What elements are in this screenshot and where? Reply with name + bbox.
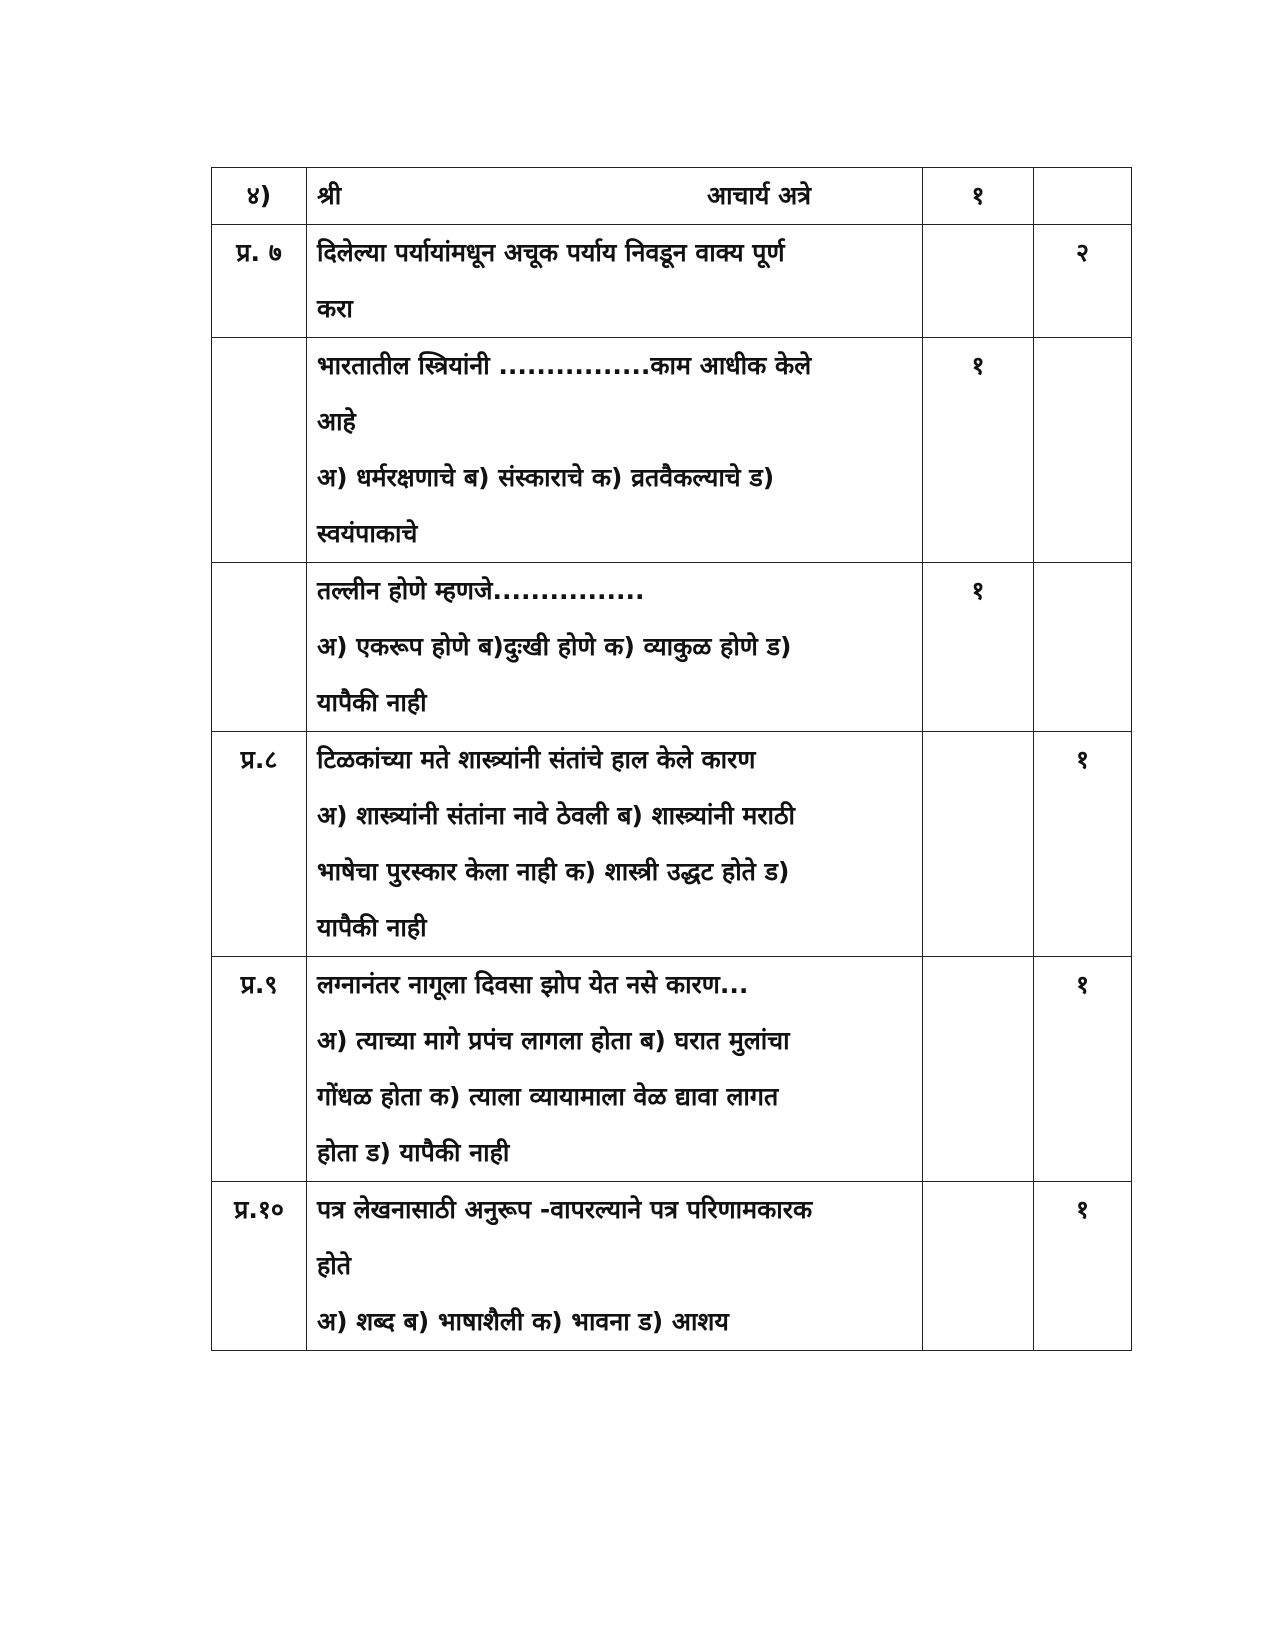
total-mark-cell: १: [1034, 957, 1132, 1182]
answer-left-text: श्री: [317, 181, 342, 210]
mark-cell: १: [923, 168, 1034, 225]
question-number: ४): [212, 168, 307, 225]
options-line: अ) त्याच्या मागे प्रपंच लागला होता ब) घरात मुलांचा: [317, 1026, 790, 1055]
question-line: होते: [317, 1251, 352, 1280]
question-line: दिलेल्या पर्यायांमधून अचूक पर्याय निवडून वाक्य पूर्ण: [317, 238, 785, 267]
question-text: [307, 338, 923, 563]
options-line: अ) शास्त्र्यांनी संतांना नावे ठेवली ब) शास्त्र्यांनी मराठी: [317, 801, 796, 830]
question-number: प्र.८: [212, 732, 307, 957]
question-text: [307, 225, 923, 338]
question-line: लग्नानंतर नागूला दिवसा झोप येत नसे कारण...: [317, 970, 749, 999]
total-mark-cell: [1034, 338, 1132, 563]
total-mark-cell: १: [1034, 732, 1132, 957]
question-number: प्र.१०: [212, 1182, 307, 1351]
question-text: [307, 563, 923, 732]
question-line: करा: [317, 294, 353, 323]
options-line: अ) शब्द ब) भाषाशैली क) भावना ड) आशय: [317, 1307, 729, 1336]
question-number: प्र. ७: [212, 225, 307, 338]
options-line: गोंधळ होता क) त्याला व्यायामाला वेळ द्यावा लागत: [317, 1082, 779, 1111]
question-number: प्र.९: [212, 957, 307, 1182]
total-mark-cell: [1034, 168, 1132, 225]
question-text: [307, 1182, 923, 1351]
mark-cell: [923, 225, 1034, 338]
question-text: [307, 168, 923, 225]
options-line: यापैकी नाही: [317, 913, 427, 942]
table-row: [212, 1182, 1132, 1351]
question-number: [212, 563, 307, 732]
options-line: होता ड) यापैकी नाही: [317, 1138, 510, 1167]
mark-cell: [923, 957, 1034, 1182]
total-mark-cell: २: [1034, 225, 1132, 338]
question-text: [307, 957, 923, 1182]
table-row: [212, 338, 1132, 563]
table-row: [212, 732, 1132, 957]
question-line: पत्र लेखनासाठी अनुरूप -वापरल्याने पत्र परिणामकारक: [317, 1195, 813, 1224]
mark-cell: १: [923, 338, 1034, 563]
options-line: अ) धर्मरक्षणाचे ब) संस्काराचे क) व्रतवैकल्याचे ड): [317, 463, 775, 492]
table-row: [212, 957, 1132, 1182]
question-line: भारतातील स्त्रियांनी ................काम आधीक केले: [317, 351, 812, 380]
options-line: यापैकी नाही: [317, 688, 427, 717]
question-text: [307, 732, 923, 957]
question-line: आहे: [317, 407, 356, 436]
table-row: [212, 563, 1132, 732]
answer-right-text: आचार्य अत्रे: [707, 181, 812, 210]
mark-cell: [923, 732, 1034, 957]
mark-cell: १: [923, 563, 1034, 732]
total-mark-cell: [1034, 563, 1132, 732]
table-row: [212, 168, 1132, 225]
question-line: टिळकांच्या मते शास्त्र्यांनी संतांचे हाल केले कारण: [317, 745, 756, 774]
mark-cell: [923, 1182, 1034, 1351]
options-line: अ) एकरूप होणे ब)दुःखी होणे क) व्याकुळ होणे ड): [317, 632, 792, 661]
options-line: स्वयंपाकाचे: [317, 519, 418, 548]
options-line: भाषेचा पुरस्कार केला नाही क) शास्त्री उद्धट होते ड): [317, 857, 790, 886]
question-number: [212, 338, 307, 563]
question-table: [211, 167, 1132, 1351]
question-line: तल्लीन होणे म्हणजे................: [317, 576, 645, 605]
total-mark-cell: १: [1034, 1182, 1132, 1351]
table-row: [212, 225, 1132, 338]
